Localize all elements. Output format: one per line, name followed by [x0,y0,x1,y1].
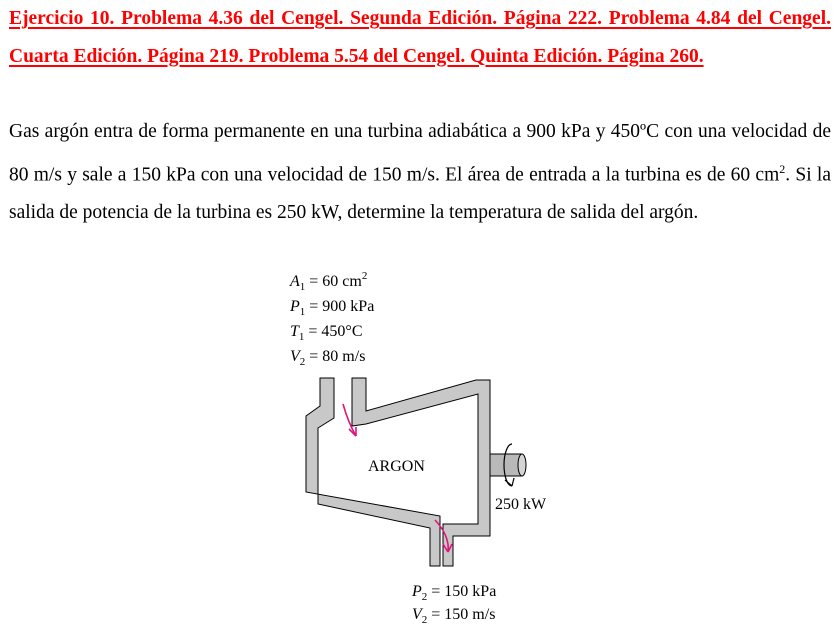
area-unit-superscript: 2 [779,161,786,176]
outlet-conditions [411,583,496,626]
turbine-shaft [490,444,526,486]
problem-statement [9,113,831,231]
problem-text-part2: . Si la salida de potencia de la turbina es 250 kW, determine la temperatura de salida del argón. [9,164,832,223]
inlet-velocity-label: $V_2 = 80$ m/s [290,348,366,368]
exercise-title: Ejercicio 10. Problema 4.36 del Cengel. Segunda Edición. Página 222. Problema 4.84 del Cengel. Cuarta Edición. Página 219. Problema 5.54 del Cengel. Quinta Edición. Página 260. [9,8,831,67]
power-output-label: 250 kW [495,496,547,513]
argon-label: ARGON [368,458,425,475]
turbine-diagram [290,266,547,636]
turbine-figure [290,266,547,636]
inlet-conditions [289,270,374,368]
inlet-pressure-label: $P_1 = 900$ kPa [290,298,375,318]
inlet-area-label: $A_1 = 60$ $cm^2$ [290,270,368,293]
outlet-pressure-label: $P_2 = 150$ kPa [412,583,497,603]
inlet-temperature-label: $T_1 = 450^\circ C$ [290,323,363,343]
outlet-velocity-label: $V_2 = 150$ m/s [412,606,496,626]
problem-text-part1: Gas argón entra de forma permanente en una turbina adiabática a 900 kPa y 450ºC con una velocidad de 80 m/s y sale a 150 kPa con una velocidad de 150 m/s. El área de entrada a la turbina es de 60 cm [9,121,831,185]
